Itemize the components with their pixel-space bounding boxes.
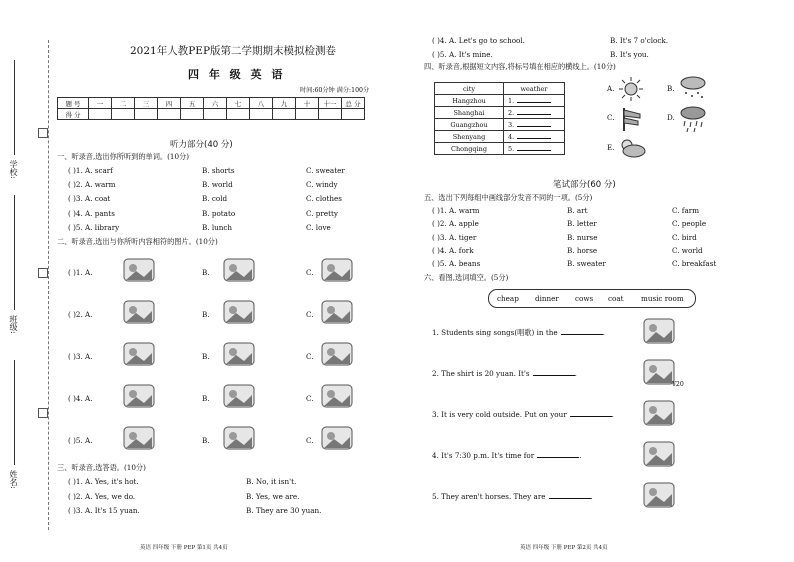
exam-title: 2021年人教PEP版第二学期期末模拟检测卷	[130, 45, 337, 57]
phonics-option-b: B. art	[567, 206, 588, 215]
question-option-b: B. lunch	[202, 222, 233, 232]
score-cell[interactable]	[342, 109, 365, 120]
score-cell[interactable]	[181, 109, 204, 120]
phonics-option-b: B. sweater	[567, 259, 606, 269]
seal-box	[38, 408, 48, 418]
question-option-a: ( )2. A. warm	[68, 180, 116, 190]
score-cell[interactable]	[158, 109, 181, 120]
answer-blank[interactable]	[517, 102, 551, 103]
weather-header: weather	[504, 83, 565, 95]
tree-image	[318, 382, 356, 410]
answer-option-a: ( )4. A. Let's go to school.	[432, 36, 525, 45]
phonics-option-c: C. world	[672, 245, 703, 255]
cows-image	[640, 480, 678, 508]
farm-image	[120, 382, 158, 410]
fill-in-sentence: 1. Students sing songs(唱歌) in the .	[432, 328, 605, 337]
word-bank-item: cheap	[497, 294, 519, 303]
row-number: 5.	[508, 144, 515, 153]
row-number: 3.	[508, 120, 515, 129]
binding-dashed-line	[48, 40, 49, 530]
score-header-cell: 五	[181, 98, 204, 109]
city-cell: Guangzhou	[435, 119, 504, 131]
fill-in-sentence: 2. The shirt is 20 yuan. It's .	[432, 369, 577, 378]
sec3-heading: 三、听录音,选答语。(10分)	[57, 463, 146, 472]
row-number: 2.	[508, 108, 515, 117]
score-table	[57, 97, 365, 120]
answer-option-b: B. They are 30 yuan.	[246, 506, 322, 515]
question-option-b: B. potato	[202, 208, 236, 218]
weather-option-label: C.	[607, 113, 615, 122]
cloudy-icon	[618, 136, 646, 160]
sentence-text: 4. It's 7:30 p.m. It's time for	[432, 451, 535, 460]
question-option-a: ( )4. A.	[68, 394, 93, 403]
listening-heading: 听力部分(40 分)	[170, 140, 233, 150]
phonics-option-c: C. breakfast	[672, 259, 717, 269]
city-cell: Chongqing	[435, 143, 504, 155]
class-label: 班级:	[9, 315, 18, 334]
sec5-heading: 五、选出下列每组中画线部分发音不同的一项。(5分)	[424, 193, 593, 202]
seal-box	[38, 268, 48, 278]
sec4-heading: 四、听录音,根据短文内容,将标号填在相应的横线上。(10分)	[424, 62, 616, 71]
answer-option-a: ( )2. A. Yes, we do.	[68, 491, 136, 501]
hat-image	[318, 256, 356, 284]
playground-image	[220, 424, 258, 452]
score-header-cell: 二	[112, 98, 135, 109]
answer-blank[interactable]	[549, 498, 591, 499]
weather-option-label: E.	[607, 143, 615, 152]
question-option-a: ( )2. A.	[68, 310, 93, 319]
library-image	[120, 424, 158, 452]
score-header-cell: 八	[250, 98, 273, 109]
music-room-image	[640, 316, 678, 344]
weather-answer-cell[interactable]	[504, 119, 565, 131]
question-option-a: ( )5. A.	[68, 436, 93, 445]
snowy-icon	[678, 74, 708, 100]
score-row-label: 得 分	[58, 109, 89, 120]
word-bank	[488, 289, 696, 308]
windy-icon	[618, 106, 644, 132]
score-header-cell: 九	[273, 98, 296, 109]
weather-table	[434, 82, 565, 155]
fill-in-sentence: 5. They aren't horses. They are .	[432, 492, 593, 501]
classroom-image	[318, 340, 356, 368]
row-number: 1.	[508, 96, 515, 105]
answer-option-b: B. It's 7 o'clock.	[610, 36, 669, 45]
score-cell[interactable]	[89, 109, 112, 120]
answer-blank[interactable]	[533, 375, 575, 376]
weather-answer-cell[interactable]	[504, 131, 565, 143]
sec6-heading: 六、看图,选词填空。(5分)	[424, 273, 509, 282]
writing-heading: 笔试部分(60 分)	[553, 180, 616, 190]
school-label: 学校:	[9, 160, 18, 179]
cow-image	[220, 298, 258, 326]
answer-option-a: ( )5. A. It's mine.	[432, 50, 493, 59]
answer-option-b: B. No, it isn't.	[246, 477, 297, 486]
answer-option-a: ( )1. A. Yes, it's hot.	[68, 477, 139, 486]
fill-in-sentence: 4. It's 7:30 p.m. It's time for .	[432, 451, 582, 460]
question-option-c: C.	[306, 310, 314, 319]
binding-margin	[0, 0, 52, 562]
phonics-option-a: ( )3. A. tiger	[432, 232, 477, 242]
seal-box	[38, 128, 48, 138]
gloves-image	[220, 256, 258, 284]
question-option-b: B.	[202, 394, 210, 403]
sentence-text: 3. It is very cold outside. Put on your	[432, 410, 567, 419]
sunny-icon	[618, 76, 644, 102]
weather-option-label: A.	[607, 84, 615, 93]
question-option-b: B. shorts	[202, 166, 235, 175]
score-header-cell: 四	[158, 98, 181, 109]
weather-option-label: D.	[667, 113, 675, 122]
phonics-option-a: ( )1. A. warm	[432, 206, 480, 215]
score-cell[interactable]	[250, 109, 273, 120]
word-bank-item: dinner	[535, 294, 559, 303]
sentence-text: 5. They aren't horses. They are	[432, 492, 546, 501]
question-option-a: ( )5. A. library	[68, 222, 120, 232]
score-cell[interactable]	[296, 109, 319, 120]
word-bank-item: cows	[575, 294, 594, 303]
sheep-image	[318, 298, 356, 326]
question-option-b: B. cold	[202, 194, 228, 204]
time-score: 时间:60分钟 满分:100分	[300, 87, 370, 94]
question-option-a: ( )3. A. coat	[68, 194, 111, 204]
question-option-a: ( )1. A. scarf	[68, 166, 113, 175]
answer-blank[interactable]	[537, 457, 579, 458]
phonics-option-c: C. bird	[672, 232, 697, 242]
score-header-cell: 七	[227, 98, 250, 109]
price-tag: ¥20	[672, 381, 684, 388]
question-option-c: C. love	[306, 222, 331, 232]
carpet-image	[220, 340, 258, 368]
weather-answer-cell[interactable]	[504, 95, 565, 107]
phonics-option-b: B. horse	[567, 245, 598, 255]
question-option-b: B. world	[202, 180, 233, 190]
question-option-b: B.	[202, 352, 210, 361]
name-label: 姓名:	[9, 470, 18, 489]
score-header-cell: 一	[89, 98, 112, 109]
city-header: city	[435, 83, 504, 95]
score-header-cell: 总 分	[342, 98, 365, 109]
school-line	[14, 60, 15, 155]
weather-option-label: B.	[667, 84, 675, 93]
answer-option-b: B. It's you.	[610, 50, 649, 59]
coat-image	[640, 398, 678, 426]
question-option-a: ( )1. A.	[68, 268, 93, 277]
score-cell[interactable]	[112, 109, 135, 120]
answer-blank[interactable]	[570, 416, 612, 417]
answer-blank[interactable]	[517, 114, 551, 115]
art-room-image	[120, 340, 158, 368]
city-cell: Hangzhou	[435, 95, 504, 107]
score-header-cell: 三	[135, 98, 158, 109]
question-option-b: B.	[202, 436, 210, 445]
question-option-c: C. windy	[306, 180, 338, 190]
city-cell: Shenyang	[435, 131, 504, 143]
answer-blank[interactable]	[561, 334, 603, 335]
score-cell[interactable]	[227, 109, 250, 120]
score-cell[interactable]	[319, 109, 342, 120]
question-option-b: B.	[202, 268, 210, 277]
answer-option-b: B. Yes, we are.	[246, 491, 300, 501]
row-number: 4.	[508, 132, 515, 141]
rainy-icon	[678, 104, 708, 134]
score-header-cell: 题 号	[58, 98, 89, 109]
question-option-c: C.	[306, 394, 314, 403]
footer-right: 英语 四年级 下册 PEP 第2页 共4页	[520, 545, 608, 551]
reading-image	[318, 424, 356, 452]
question-option-c: C. sweater	[306, 166, 345, 175]
phonics-option-b: B. letter	[567, 219, 597, 229]
phonics-option-c: C. people	[672, 219, 707, 229]
sec2-heading: 二、听录音,选出与你所听内容相符的图片。(10分)	[57, 237, 218, 246]
weather-answer-cell[interactable]	[504, 143, 565, 155]
class-line	[14, 195, 15, 310]
question-option-c: C.	[306, 268, 314, 277]
question-option-a: ( )3. A.	[68, 352, 93, 361]
fill-in-sentence: 3. It is very cold outside. Put on your .	[432, 410, 614, 419]
score-header-cell: 六	[204, 98, 227, 109]
answer-blank[interactable]	[517, 150, 551, 151]
phonics-option-b: B. nurse	[567, 232, 598, 242]
footer-left: 英语 四年级 下册 PEP 第1页 共4页	[140, 545, 228, 551]
question-option-b: B.	[202, 310, 210, 319]
exam-subtitle: 四 年 级 英 语	[188, 68, 286, 81]
phonics-option-a: ( )4. A. fork	[432, 245, 474, 255]
scarf-image	[120, 256, 158, 284]
name-line	[14, 360, 15, 465]
sentence-text: 2. The shirt is 20 yuan. It's	[432, 369, 530, 378]
sentence-text: 1. Students sing songs(唱歌) in the	[432, 328, 558, 337]
horse-image	[120, 298, 158, 326]
city-cell: Shanghai	[435, 107, 504, 119]
score-cell[interactable]	[273, 109, 296, 120]
phonics-option-a: ( )5. A. beans	[432, 259, 481, 269]
score-cell[interactable]	[204, 109, 227, 120]
dinner-image	[640, 439, 678, 467]
word-bank-item: coat	[608, 294, 624, 303]
question-option-c: C.	[306, 436, 314, 445]
score-header-cell: 十一	[319, 98, 342, 109]
answer-blank[interactable]	[517, 126, 551, 127]
weather-answer-cell[interactable]	[504, 107, 565, 119]
phonics-option-c: C. farm	[672, 206, 700, 215]
answer-option-a: ( )3. A. It's 15 yuan.	[68, 506, 140, 515]
word-bank-item: music room	[641, 294, 684, 303]
question-option-a: ( )4. A. pants	[68, 208, 115, 218]
score-header-cell: 十	[296, 98, 319, 109]
answer-blank[interactable]	[517, 138, 551, 139]
question-option-c: C. clothes	[306, 194, 342, 204]
sec1-heading: 一、听录音,选出你所听到的单词。(10分)	[57, 152, 190, 161]
question-option-c: C.	[306, 352, 314, 361]
garden-image	[220, 382, 258, 410]
phonics-option-a: ( )2. A. apple	[432, 219, 479, 229]
score-cell[interactable]	[135, 109, 158, 120]
question-option-c: C. pretty	[306, 208, 338, 218]
